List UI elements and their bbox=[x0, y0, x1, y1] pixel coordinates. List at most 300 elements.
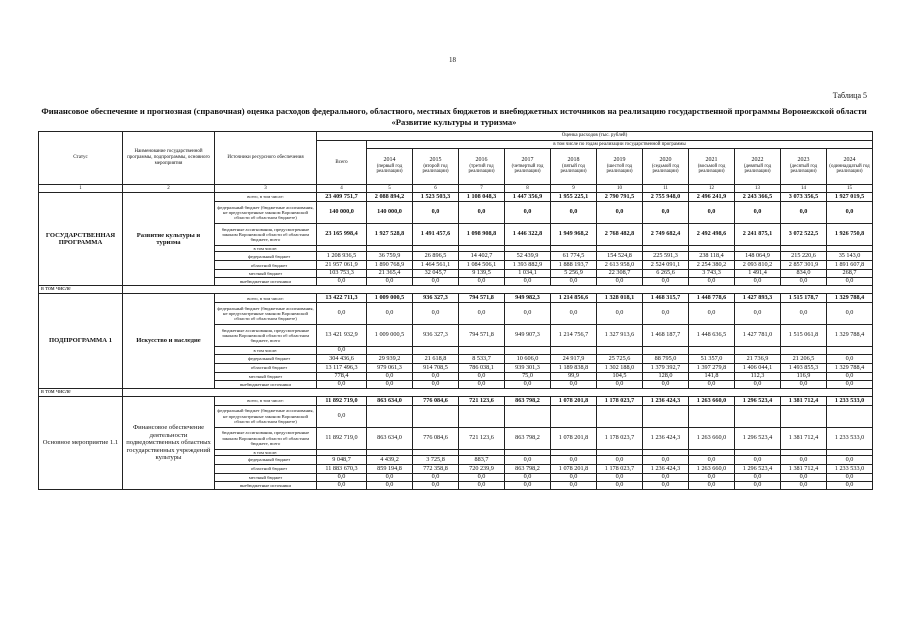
year-value-cell bbox=[551, 347, 597, 355]
year-value-cell: 1 078 201,8 bbox=[551, 465, 597, 474]
year-value-cell bbox=[551, 405, 597, 427]
year-value-cell: 8 533,7 bbox=[459, 354, 505, 363]
source-cell: федеральный бюджет (бюджетные ассигнования, не предусмотренные законом Воронежской области об областном бюджете) bbox=[215, 202, 317, 224]
year-value-cell: 0,0 bbox=[689, 303, 735, 325]
total-value-cell: 13 117 496,3 bbox=[317, 363, 367, 372]
year-value-cell: 0,0 bbox=[413, 372, 459, 380]
year-value-cell: 0,0 bbox=[689, 380, 735, 388]
total-value-cell: 23 409 751,7 bbox=[317, 193, 367, 202]
year-value-cell: 0,0 bbox=[413, 278, 459, 286]
year-value-cell: 1 890 768,9 bbox=[367, 261, 413, 270]
year-value-cell: 1 397 279,8 bbox=[689, 363, 735, 372]
header-year-2020 bbox=[643, 149, 689, 185]
table-row bbox=[39, 294, 873, 303]
year-value-cell: 141,8 bbox=[689, 372, 735, 380]
year-value-cell: 2 524 091,1 bbox=[643, 261, 689, 270]
year-value-cell: 0,0 bbox=[643, 482, 689, 490]
year-value-cell bbox=[367, 347, 413, 355]
year-value-cell: 3 073 356,5 bbox=[781, 193, 827, 202]
total-value-cell: 0,0 bbox=[317, 474, 367, 482]
year-value-cell: 0,0 bbox=[505, 380, 551, 388]
header-program: Наименование государственной программы, подпрограммы, основного мероприятия bbox=[123, 132, 215, 185]
year-value-cell: 834,0 bbox=[781, 270, 827, 278]
header-year-caption: (восьмой год реализации) bbox=[697, 163, 726, 175]
year-value-cell: 1 427 781,0 bbox=[735, 325, 781, 347]
year-value-cell: 1 381 712,4 bbox=[781, 396, 827, 405]
year-value-cell: 1 084 506,1 bbox=[459, 261, 505, 270]
year-value-cell: 0,0 bbox=[781, 456, 827, 465]
header-year-2022 bbox=[735, 149, 781, 185]
year-value-cell: 0,0 bbox=[505, 202, 551, 224]
year-value-cell: 128,0 bbox=[643, 372, 689, 380]
year-value-cell: 0,0 bbox=[643, 202, 689, 224]
year-value-cell: 1 098 908,8 bbox=[459, 224, 505, 246]
year-value-cell: 883,7 bbox=[459, 456, 505, 465]
year-value-cell: 0,0 bbox=[413, 474, 459, 482]
year-value-cell: 1 955 225,1 bbox=[551, 193, 597, 202]
year-value-cell: 0,0 bbox=[367, 303, 413, 325]
source-cell: федеральный бюджет bbox=[215, 456, 317, 465]
year-value-cell: 2 496 241,9 bbox=[689, 193, 735, 202]
year-value-cell: 0,0 bbox=[781, 380, 827, 388]
year-value-cell: 1 523 503,3 bbox=[413, 193, 459, 202]
year-value-cell: 0,0 bbox=[597, 380, 643, 388]
year-value-cell: 0,0 bbox=[643, 278, 689, 286]
column-number: 10 bbox=[597, 185, 643, 193]
year-value-cell: 0,0 bbox=[735, 474, 781, 482]
year-value-cell: 0,0 bbox=[367, 278, 413, 286]
year-value-cell: 0,0 bbox=[597, 202, 643, 224]
year-value-cell: 1 178 023,7 bbox=[597, 465, 643, 474]
header-year-2015 bbox=[413, 149, 459, 185]
header-year-caption: (пятый год реализации) bbox=[560, 163, 587, 175]
year-value-cell: 5 256,9 bbox=[551, 270, 597, 278]
year-value-cell: 4 439,2 bbox=[367, 456, 413, 465]
year-value-cell: 0,0 bbox=[689, 474, 735, 482]
year-value-cell bbox=[735, 347, 781, 355]
year-value-cell: 1 034,1 bbox=[505, 270, 551, 278]
year-value-cell bbox=[781, 347, 827, 355]
year-value-cell: 776 084,6 bbox=[413, 427, 459, 449]
column-number: 1 bbox=[39, 185, 123, 193]
year-value-cell: 116,9 bbox=[781, 372, 827, 380]
year-value-cell: 52 439,9 bbox=[505, 252, 551, 261]
header-year-value: 2019 bbox=[613, 156, 626, 163]
year-value-cell: 721 123,6 bbox=[459, 427, 505, 449]
year-value-cell: 1 233 533,0 bbox=[827, 396, 873, 405]
year-value-cell: 0,0 bbox=[551, 456, 597, 465]
year-value-cell: 2 492 498,6 bbox=[689, 224, 735, 246]
year-value-cell: 10 606,0 bbox=[505, 354, 551, 363]
year-value-cell: 2 613 958,0 bbox=[597, 261, 643, 270]
column-number: 2 bbox=[123, 185, 215, 193]
year-value-cell: 2 093 810,2 bbox=[735, 261, 781, 270]
year-value-cell: 1 233 533,0 bbox=[827, 465, 873, 474]
year-value-cell: 99,9 bbox=[551, 372, 597, 380]
year-value-cell: 21 206,5 bbox=[781, 354, 827, 363]
header-year-caption: (седьмой год реализации) bbox=[651, 163, 680, 175]
column-number: 9 bbox=[551, 185, 597, 193]
year-value-cell: 140 000,0 bbox=[367, 202, 413, 224]
year-value-cell: 112,3 bbox=[735, 372, 781, 380]
year-value-cell: 863 634,0 bbox=[367, 427, 413, 449]
year-value-cell bbox=[643, 405, 689, 427]
year-value-cell: 29 939,2 bbox=[367, 354, 413, 363]
program-name-cell: Финансовое обеспечение деятельности подведомственных областных государственных учреждений культуры bbox=[123, 396, 215, 489]
year-value-cell bbox=[827, 347, 873, 355]
separator-label: в том числе bbox=[39, 286, 123, 294]
year-value-cell: 0,0 bbox=[459, 380, 505, 388]
total-value-cell: 11 892 719,0 bbox=[317, 427, 367, 449]
header-year-value: 2017 bbox=[521, 156, 534, 163]
year-value-cell: 0,0 bbox=[827, 372, 873, 380]
year-value-cell: 859 194,8 bbox=[367, 465, 413, 474]
year-value-cell: 863 798,2 bbox=[505, 465, 551, 474]
year-value-cell: 1 189 838,8 bbox=[551, 363, 597, 372]
year-value-cell: 0,0 bbox=[367, 380, 413, 388]
year-value-cell: 0,0 bbox=[643, 456, 689, 465]
year-value-cell bbox=[505, 347, 551, 355]
year-value-cell: 1 468 315,7 bbox=[643, 294, 689, 303]
year-value-cell: 949 907,3 bbox=[505, 325, 551, 347]
year-value-cell: 1 214 856,6 bbox=[551, 294, 597, 303]
financing-table bbox=[38, 131, 873, 490]
header-year-caption: (первый год реализации) bbox=[376, 163, 403, 175]
column-number: 13 bbox=[735, 185, 781, 193]
year-value-cell: 0,0 bbox=[827, 202, 873, 224]
header-year-caption: (девятый год реализации) bbox=[743, 163, 772, 175]
year-value-cell: 0,0 bbox=[505, 278, 551, 286]
total-value-cell: 0,0 bbox=[317, 347, 367, 355]
year-value-cell bbox=[597, 347, 643, 355]
year-value-cell: 32 045,7 bbox=[413, 270, 459, 278]
year-value-cell: 1 178 023,7 bbox=[597, 396, 643, 405]
year-value-cell: 2 755 948,0 bbox=[643, 193, 689, 202]
total-value-cell: 0,0 bbox=[317, 405, 367, 427]
year-value-cell: 0,0 bbox=[551, 202, 597, 224]
year-value-cell: 1 329 788,4 bbox=[827, 325, 873, 347]
year-value-cell: 1 328 018,1 bbox=[597, 294, 643, 303]
year-value-cell: 1 009 000,5 bbox=[367, 325, 413, 347]
header-year-value: 2014 bbox=[383, 156, 396, 163]
total-value-cell: 0,0 bbox=[317, 380, 367, 388]
header-sources: Источники ресурсного обеспечения bbox=[215, 132, 317, 185]
year-value-cell: 0,0 bbox=[643, 474, 689, 482]
table-header bbox=[39, 132, 873, 193]
separator-label: в том числе bbox=[39, 388, 123, 396]
year-value-cell: 238 118,4 bbox=[689, 252, 735, 261]
year-value-cell: 0,0 bbox=[735, 380, 781, 388]
section-separator bbox=[39, 388, 873, 396]
year-value-cell: 0,0 bbox=[735, 202, 781, 224]
header-by-year: в том числе по годам реализации государственной программы bbox=[367, 141, 873, 149]
year-value-cell: 225 591,3 bbox=[643, 252, 689, 261]
header-year-value: 2022 bbox=[751, 156, 764, 163]
year-value-cell: 61 774,5 bbox=[551, 252, 597, 261]
column-number: 11 bbox=[643, 185, 689, 193]
year-value-cell bbox=[413, 347, 459, 355]
year-value-cell: 863 634,0 bbox=[367, 396, 413, 405]
year-value-cell: 1 178 023,7 bbox=[597, 427, 643, 449]
total-value-cell: 140 000,0 bbox=[317, 202, 367, 224]
year-value-cell bbox=[597, 405, 643, 427]
total-value-cell: 103 753,3 bbox=[317, 270, 367, 278]
year-value-cell: 268,7 bbox=[827, 270, 873, 278]
source-cell: федеральный бюджет (бюджетные ассигнования, не предусмотренные законом Воронежской области об областном бюджете) bbox=[215, 303, 317, 325]
year-value-cell bbox=[735, 405, 781, 427]
year-value-cell: 36 759,9 bbox=[367, 252, 413, 261]
status-cell: Основное мероприятие 1.1 bbox=[39, 396, 123, 489]
year-value-cell: 0,0 bbox=[505, 303, 551, 325]
year-value-cell: 148 064,9 bbox=[735, 252, 781, 261]
source-cell: бюджетные ассигнования, предусмотренные законом Воронежской области об областном бюджете, всего bbox=[215, 427, 317, 449]
total-value-cell: 13 421 932,9 bbox=[317, 325, 367, 347]
header-year-2021 bbox=[689, 149, 735, 185]
year-value-cell bbox=[689, 347, 735, 355]
header-year-value: 2015 bbox=[429, 156, 442, 163]
year-value-cell: 3 743,3 bbox=[689, 270, 735, 278]
year-value-cell: 0,0 bbox=[689, 202, 735, 224]
total-value-cell: 11 883 670,3 bbox=[317, 465, 367, 474]
source-cell: местный бюджет bbox=[215, 474, 317, 482]
year-value-cell: 1 009 000,5 bbox=[367, 294, 413, 303]
year-value-cell: 863 798,2 bbox=[505, 396, 551, 405]
year-value-cell: 1 327 913,6 bbox=[597, 325, 643, 347]
year-value-cell bbox=[781, 405, 827, 427]
year-value-cell: 1 108 048,3 bbox=[459, 193, 505, 202]
year-value-cell: 1 446 322,8 bbox=[505, 224, 551, 246]
header-year-2024 bbox=[827, 149, 873, 185]
year-value-cell: 794 571,8 bbox=[459, 325, 505, 347]
year-value-cell: 0,0 bbox=[367, 482, 413, 490]
year-value-cell bbox=[413, 405, 459, 427]
year-value-cell: 1 078 201,8 bbox=[551, 427, 597, 449]
year-value-cell: 0,0 bbox=[827, 482, 873, 490]
source-cell: федеральный бюджет bbox=[215, 354, 317, 363]
year-value-cell: 1 491,4 bbox=[735, 270, 781, 278]
header-total: Всего bbox=[317, 141, 367, 185]
column-number: 15 bbox=[827, 185, 873, 193]
column-number: 3 bbox=[215, 185, 317, 193]
year-value-cell: 0,0 bbox=[551, 278, 597, 286]
year-value-cell: 0,0 bbox=[689, 278, 735, 286]
year-value-cell: 1 233 533,0 bbox=[827, 427, 873, 449]
year-value-cell: 1 888 193,7 bbox=[551, 261, 597, 270]
header-year-caption: (одиннадцатый год реализации) bbox=[829, 163, 870, 175]
year-value-cell: 776 084,6 bbox=[413, 396, 459, 405]
column-number: 6 bbox=[413, 185, 459, 193]
year-value-cell: 0,0 bbox=[781, 303, 827, 325]
year-value-cell: 35 143,0 bbox=[827, 252, 873, 261]
header-year-2018 bbox=[551, 149, 597, 185]
year-value-cell: 1 329 788,4 bbox=[827, 294, 873, 303]
source-cell: в том числе: bbox=[215, 347, 317, 355]
year-value-cell: 21 365,4 bbox=[367, 270, 413, 278]
source-cell: областной бюджет bbox=[215, 261, 317, 270]
year-value-cell: 1 381 712,4 bbox=[781, 427, 827, 449]
header-year-value: 2024 bbox=[843, 156, 856, 163]
year-value-cell: 0,0 bbox=[827, 474, 873, 482]
source-cell: бюджетные ассигнования, предусмотренные законом Воронежской области об областном бюджете, всего bbox=[215, 325, 317, 347]
year-value-cell bbox=[643, 347, 689, 355]
year-value-cell bbox=[689, 405, 735, 427]
year-value-cell: 0,0 bbox=[827, 456, 873, 465]
year-value-cell: 0,0 bbox=[597, 474, 643, 482]
year-value-cell: 0,0 bbox=[827, 354, 873, 363]
source-cell: федеральный бюджет bbox=[215, 252, 317, 261]
year-value-cell: 21 618,8 bbox=[413, 354, 459, 363]
source-cell: местный бюджет bbox=[215, 372, 317, 380]
year-value-cell: 14 402,7 bbox=[459, 252, 505, 261]
source-cell: внебюджетные источники bbox=[215, 482, 317, 490]
year-value-cell: 2 088 894,2 bbox=[367, 193, 413, 202]
header-year-value: 2021 bbox=[705, 156, 718, 163]
year-value-cell: 75,0 bbox=[505, 372, 551, 380]
header-year-caption: (четвертый год реализации) bbox=[511, 163, 544, 175]
year-value-cell: 914 708,5 bbox=[413, 363, 459, 372]
year-value-cell: 1 379 392,7 bbox=[643, 363, 689, 372]
header-year-value: 2018 bbox=[567, 156, 580, 163]
year-value-cell: 0,0 bbox=[505, 482, 551, 490]
year-value-cell bbox=[459, 405, 505, 427]
year-value-cell: 1 927 019,5 bbox=[827, 193, 873, 202]
header-year-value: 2020 bbox=[659, 156, 672, 163]
year-value-cell: 0,0 bbox=[459, 474, 505, 482]
column-number: 5 bbox=[367, 185, 413, 193]
source-cell: в том числе: bbox=[215, 246, 317, 252]
year-value-cell: 2 241 875,1 bbox=[735, 224, 781, 246]
year-value-cell: 786 038,1 bbox=[459, 363, 505, 372]
total-value-cell: 13 422 711,3 bbox=[317, 294, 367, 303]
year-value-cell: 1 263 660,0 bbox=[689, 465, 735, 474]
year-value-cell: 0,0 bbox=[413, 202, 459, 224]
year-value-cell: 0,0 bbox=[597, 278, 643, 286]
year-value-cell: 0,0 bbox=[551, 482, 597, 490]
source-cell: в том числе: bbox=[215, 449, 317, 455]
source-cell: федеральный бюджет (бюджетные ассигнования, не предусмотренные законом Воронежской области об областном бюджете) bbox=[215, 405, 317, 427]
total-value-cell: 11 892 719,0 bbox=[317, 396, 367, 405]
year-value-cell: 721 123,6 bbox=[459, 396, 505, 405]
header-year-caption: (шестой год реализации) bbox=[606, 163, 633, 175]
year-value-cell: 2 749 682,4 bbox=[643, 224, 689, 246]
source-cell: внебюджетные источники bbox=[215, 380, 317, 388]
year-value-cell: 0,0 bbox=[689, 482, 735, 490]
header-year-caption: (второй год реализации) bbox=[422, 163, 449, 175]
year-value-cell bbox=[367, 405, 413, 427]
year-value-cell: 0,0 bbox=[781, 278, 827, 286]
year-value-cell: 1 464 561,1 bbox=[413, 261, 459, 270]
year-value-cell: 0,0 bbox=[551, 380, 597, 388]
year-value-cell: 2 254 380,2 bbox=[689, 261, 735, 270]
year-value-cell: 0,0 bbox=[781, 202, 827, 224]
year-value-cell: 0,0 bbox=[827, 303, 873, 325]
year-value-cell: 979 061,3 bbox=[367, 363, 413, 372]
year-value-cell: 1 926 750,8 bbox=[827, 224, 873, 246]
program-name-cell: Искусство и наследие bbox=[123, 294, 215, 389]
year-value-cell: 0,0 bbox=[597, 482, 643, 490]
year-value-cell: 720 239,9 bbox=[459, 465, 505, 474]
year-value-cell: 1 393 882,9 bbox=[505, 261, 551, 270]
year-value-cell: 0,0 bbox=[505, 474, 551, 482]
year-value-cell: 2 790 791,5 bbox=[597, 193, 643, 202]
header-year-2014 bbox=[367, 149, 413, 185]
status-cell: ПОДПРОГРАММА 1 bbox=[39, 294, 123, 389]
source-cell: внебюджетные источники bbox=[215, 278, 317, 286]
year-value-cell: 0,0 bbox=[643, 380, 689, 388]
separator-filler bbox=[123, 286, 873, 294]
header-year-2023 bbox=[781, 149, 827, 185]
year-value-cell: 1 515 061,8 bbox=[781, 325, 827, 347]
separator-filler bbox=[123, 388, 873, 396]
total-value-cell: 23 165 998,4 bbox=[317, 224, 367, 246]
year-value-cell: 0,0 bbox=[643, 303, 689, 325]
total-value-cell: 0,0 bbox=[317, 303, 367, 325]
year-value-cell: 0,0 bbox=[827, 278, 873, 286]
year-value-cell: 1 949 968,2 bbox=[551, 224, 597, 246]
year-value-cell: 215 220,6 bbox=[781, 252, 827, 261]
year-value-cell: 1 493 855,3 bbox=[781, 363, 827, 372]
year-value-cell: 1 236 424,3 bbox=[643, 427, 689, 449]
total-value-cell: 778,4 bbox=[317, 372, 367, 380]
year-value-cell: 6 265,6 bbox=[643, 270, 689, 278]
year-value-cell: 0,0 bbox=[597, 303, 643, 325]
year-value-cell: 939 301,3 bbox=[505, 363, 551, 372]
header-year-2019 bbox=[597, 149, 643, 185]
year-value-cell: 1 214 756,7 bbox=[551, 325, 597, 347]
year-value-cell: 0,0 bbox=[735, 482, 781, 490]
table-label: Таблица 5 bbox=[832, 91, 867, 100]
year-value-cell: 936 327,3 bbox=[413, 325, 459, 347]
year-value-cell: 0,0 bbox=[367, 474, 413, 482]
year-value-cell: 25 725,6 bbox=[597, 354, 643, 363]
year-value-cell: 0,0 bbox=[735, 456, 781, 465]
year-value-cell bbox=[827, 405, 873, 427]
year-value-cell: 949 982,3 bbox=[505, 294, 551, 303]
total-value-cell: 0,0 bbox=[317, 482, 367, 490]
year-value-cell: 1 927 528,8 bbox=[367, 224, 413, 246]
year-value-cell: 1 263 660,0 bbox=[689, 396, 735, 405]
year-value-cell: 1 427 893,3 bbox=[735, 294, 781, 303]
year-value-cell: 1 448 636,5 bbox=[689, 325, 735, 347]
year-value-cell: 88 795,0 bbox=[643, 354, 689, 363]
source-cell: местный бюджет bbox=[215, 270, 317, 278]
source-cell: всего, в том числе: bbox=[215, 396, 317, 405]
year-value-cell: 1 296 523,4 bbox=[735, 396, 781, 405]
year-value-cell: 1 406 044,1 bbox=[735, 363, 781, 372]
page-number: 18 bbox=[449, 56, 456, 64]
header-year-value: 2016 bbox=[475, 156, 488, 163]
year-value-cell: 2 768 482,8 bbox=[597, 224, 643, 246]
year-value-cell: 0,0 bbox=[781, 474, 827, 482]
year-value-cell: 1 263 660,0 bbox=[689, 427, 735, 449]
header-year-caption: (десятый год реализации) bbox=[789, 163, 818, 175]
table-row bbox=[39, 396, 873, 405]
year-value-cell: 3 072 522,5 bbox=[781, 224, 827, 246]
status-cell: ГОСУДАРСТВЕННАЯ ПРОГРАММА bbox=[39, 193, 123, 286]
year-value-cell: 21 736,9 bbox=[735, 354, 781, 363]
total-value-cell: 21 957 061,9 bbox=[317, 261, 367, 270]
year-value-cell: 2 243 366,5 bbox=[735, 193, 781, 202]
year-value-cell: 1 891 607,8 bbox=[827, 261, 873, 270]
year-value-cell: 863 798,2 bbox=[505, 427, 551, 449]
year-value-cell: 0,0 bbox=[459, 303, 505, 325]
year-value-cell: 794 571,8 bbox=[459, 294, 505, 303]
header-year-caption: (третий год реализации) bbox=[468, 163, 495, 175]
year-value-cell: 0,0 bbox=[505, 456, 551, 465]
source-cell: областной бюджет bbox=[215, 363, 317, 372]
year-value-cell: 0,0 bbox=[551, 303, 597, 325]
year-value-cell bbox=[459, 347, 505, 355]
